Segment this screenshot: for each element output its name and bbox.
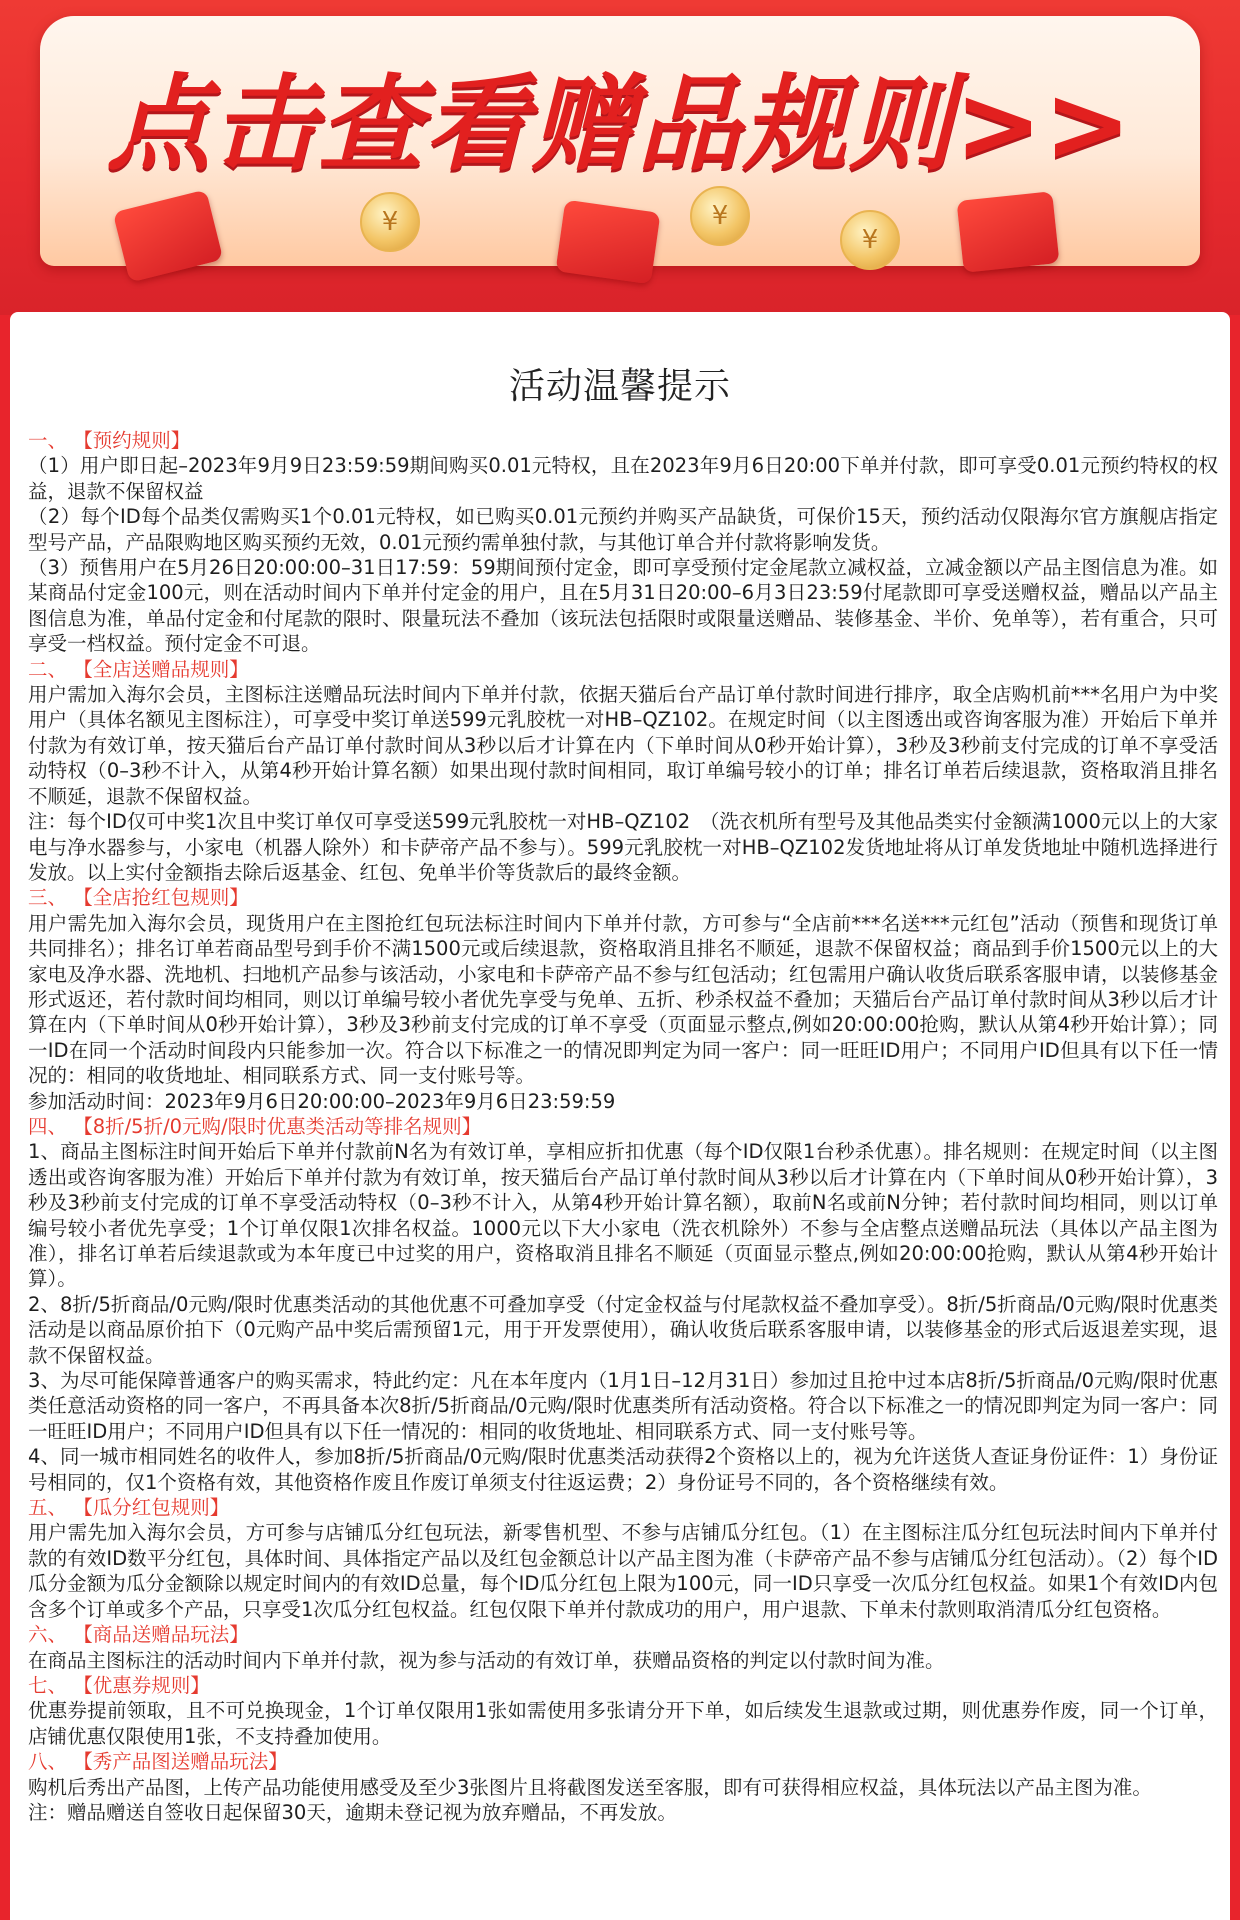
section-heading: 一、 【预约规则】 <box>28 429 191 452</box>
section-heading: 四、 【8折/5折/0元购/限时优惠类活动等排名规则】 <box>28 1114 482 1138</box>
section-paragraph: 用户需先加入海尔会员，方可参与店铺瓜分红包玩法，新零售机型、不参与店铺瓜分红包。（1）在主图标注瓜分红包玩法时间内下单并付款的有效ID数平分红包，具体时间、具体指定产品以及红包金额总计以产品主图为准（卡萨帝产品不参与店铺瓜分红包活动）。（2）每个ID瓜分金额为瓜分金额除以规定时间内的有效ID总量，每个ID瓜分红包上限为100元，同一ID只享受一次瓜分红包权益。如果1个有效ID内包含多个订单或多个产品，只享受1次瓜分红包权益。红包仅限下单并付款成功的用户，用户退款、下单未付款则取消清瓜分红包资格。 <box>28 1521 1218 1621</box>
coin-icon: ¥ <box>690 186 750 246</box>
section-heading: 三、 【全店抢红包规则】 <box>28 886 249 910</box>
rules-content <box>28 428 1218 1825</box>
rule-section <box>28 1673 1218 1749</box>
rule-section <box>28 885 1218 1114</box>
section-paragraph: 注：赠品赠送自签收日起保留30天，逾期未登记视为放弃赠品，不再发放。 <box>28 1800 677 1824</box>
section-paragraph: 注：每个ID仅可中奖1次且中奖订单仅可享受送599元乳胶枕一对HB–QZ102 （洗衣机所有型号及其他品类实付金额满1000元以上的大家电与净水器参与，小家电（机器人除外）和卡萨帝产品不参与）。599元乳胶枕一对HB–QZ102发货地址将从订单发货地址中随机选择进行发放。以上实付金额指去除后返基金、红包、免单半价等货款后的最终金额。 <box>28 810 1218 884</box>
coin-icon: ¥ <box>840 210 900 270</box>
rule-section <box>28 428 1218 657</box>
section-heading: 八、 【秀产品图送赠品玩法】 <box>28 1750 288 1774</box>
section-paragraph: 3、为尽可能保障普通客户的购买需求，特此约定：凡在本年度内（1月1日–12月31日）参加过且抢中过本店8折/5折商品/0元购/限时优惠类任意活动资格的同一客户，不再具备本次8折/5折商品/0元购/限时优惠类所有活动资格。符合以下标准之一的情况即判定为同一客户：同一旺旺ID用户；不同用户ID但具有以下任一情况的：相同的收货地址、相同联系方式、同一支付账号等。 <box>28 1369 1218 1443</box>
section-heading: 七、 【优惠券规则】 <box>28 1673 210 1697</box>
rule-section <box>28 1495 1218 1622</box>
section-paragraph: 优惠券提前领取，且不可兑换现金，1个订单仅限用1张如需使用多张请分开下单，如后续发生退款或过期，则优惠券作废，同一个订单，店铺优惠仅限使用1张，不支持叠加使用。 <box>28 1699 1218 1748</box>
section-paragraph: 用户需先加入海尔会员，现货用户在主图抢红包玩法标注时间内下单并付款，方可参与“全店前***名送***元红包”活动（预售和现货订单共同排名）；排名订单若商品型号到手价不满1500元或后续退款，资格取消且排名不顺延，退款不保留权益；商品到手价1500元以上的大家电及净水器、洗地机、扫地机产品参与该活动，小家电和卡萨帝产品不参与红包活动；红包需用户确认收货后联系客服申请，以装修基金形式返还，若付款时间均相同，则以订单编号较小者优先享受与免单、五折、秒杀权益不叠加；天猫后台产品订单付款时间从3秒以后才计算在内（下单时间从0秒开始计算），3秒及3秒前支付完成的订单不享受（页面显示整点,例如20:00:00抢购，默认从第4秒开始计算）；同一ID在同一个活动时间段内只能参加一次。符合以下标准之一的情况即判定为同一客户：同一旺旺ID用户；不同用户ID但具有以下任一情况的：相同的收货地址、相同联系方式、同一支付账号等。 <box>28 911 1218 1088</box>
section-paragraph: 在商品主图标注的活动时间内下单并付款，视为参与活动的有效订单，获赠品资格的判定以付款时间为准。 <box>28 1648 945 1672</box>
rules-banner[interactable] <box>0 0 1240 315</box>
section-paragraph: 4、同一城市相同姓名的收件人，参加8折/5折商品/0元购/限时优惠类活动获得2个资格以上的，视为允许送货人查证身份证件：1）身份证号相同的，仅1个资格有效，其他资格作废且作废订单须支付往返运费；2）身份证号不同的，各个资格继续有效。 <box>28 1445 1218 1494</box>
rule-section <box>28 1622 1218 1673</box>
section-paragraph: 购机后秀出产品图，上传产品功能使用感受及至少3张图片且将截图发送至客服，即有可获得相应权益，具体玩法以产品主图为准。 <box>28 1775 1152 1799</box>
page-title: 活动温馨提示 <box>508 366 731 407</box>
section-paragraph: （1）用户即日起–2023年9月9日23:59:59期间购买0.01元特权，且在2023年9月6日20:00下单并付款，即可享受0.01元预约特权的权益，退款不保留权益 <box>28 454 1218 503</box>
section-paragraph: （3）预售用户在5月26日20:00:00–31日17:59：59期间预付定金，即可享受预付定金尾款立减权益，立减金额以产品主图信息为准。如某商品付定金100元，则在活动时间内下单并付定金的用户，且在5月31日20:00–6月3日23:59付尾款即可享受送赠权益，赠品以产品主图信息为准，单品付定金和付尾款的限时、限量玩法不叠加（该玩法包括限时或限量送赠品、装修基金、半价、免单等），若有重合，只可享受一档权益。预付定金不可退。 <box>28 556 1218 656</box>
section-paragraph: 用户需加入海尔会员，主图标注送赠品玩法时间内下单并付款，依据天猫后台产品订单付款时间进行排序，取全店购机前***名用户为中奖用户（具体名额见主图标注），可享受中奖订单送599元乳胶枕一对HB–QZ102。在规定时间（以主图透出或咨询客服为准）开始后下单并付款为有效订单，按天猫后台产品订单付款时间从3秒以后才计算在内（下单时间从0秒开始计算），3秒及3秒前支付完成的订单不享受活动特权（0–3秒不计入，从第4秒开始计算名额）如果出现付款时间相同，取订单编号较小的订单；排名订单若后续退款，资格取消且排名不顺延，退款不保留权益。 <box>28 683 1218 808</box>
rule-section <box>28 657 1218 886</box>
rule-section <box>28 1114 1218 1495</box>
red-envelope-icon <box>956 191 1059 273</box>
section-paragraph: 参加活动时间：2023年9月6日20:00:00–2023年9月6日23:59:59 <box>28 1089 616 1113</box>
section-paragraph: 1、商品主图标注时间开始后下单并付款前N名为有效订单，享相应折扣优惠（每个ID仅限1台秒杀优惠）。排名规则：在规定时间（以主图透出或咨询客服为准）开始后下单并付款为有效订单，按天猫后台产品订单付款时间从3秒以后才计算在内（下单时间从0秒开始计算），3秒及3秒前支付完成的订单不享受活动特权（0–3秒不计入，从第4秒开始计算名额），取前N名或前N分钟；若付款时间均相同，则以订单编号较小者优先享受；1个订单仅限1次排名权益。1000元以下大小家电（洗衣机除外）不参与全店整点送赠品玩法（具体以产品主图为准），排名订单若后续退款或为本年度已中过奖的用户，资格取消且排名不顺延（页面显示整点,例如20:00:00抢购，默认从第4秒开始计算）。 <box>28 1140 1218 1291</box>
notice-panel <box>10 312 1230 1920</box>
banner-title[interactable]: 点击查看赠品规则>> <box>106 63 1134 185</box>
section-heading: 六、 【商品送赠品玩法】 <box>28 1623 249 1647</box>
rule-section <box>28 1749 1218 1825</box>
section-paragraph: 2、8折/5折商品/0元购/限时优惠类活动的其他优惠不可叠加享受（付定金权益与付尾款权益不叠加享受）。8折/5折商品/0元购/限时优惠类活动是以商品原价拍下（0元购产品中奖后需预留1元，用于开发票使用），确认收货后联系客服申请，以装修基金的形式后返退差实现，退款不保留权益。 <box>28 1292 1218 1367</box>
section-paragraph: （2）每个ID每个品类仅需购买1个0.01元特权，如已购买0.01元预约并购买产品缺货，可保价15天，预约活动仅限海尔官方旗舰店指定型号产品，产品限购地区购买预约无效，0.01元预约需单独付款，与其他订单合并付款将影响发货。 <box>28 505 1218 554</box>
red-envelope-icon <box>555 200 660 285</box>
coin-icon: ¥ <box>360 192 420 252</box>
section-heading: 五、 【瓜分红包规则】 <box>28 1496 230 1520</box>
section-heading: 二、 【全店送赠品规则】 <box>28 657 249 681</box>
